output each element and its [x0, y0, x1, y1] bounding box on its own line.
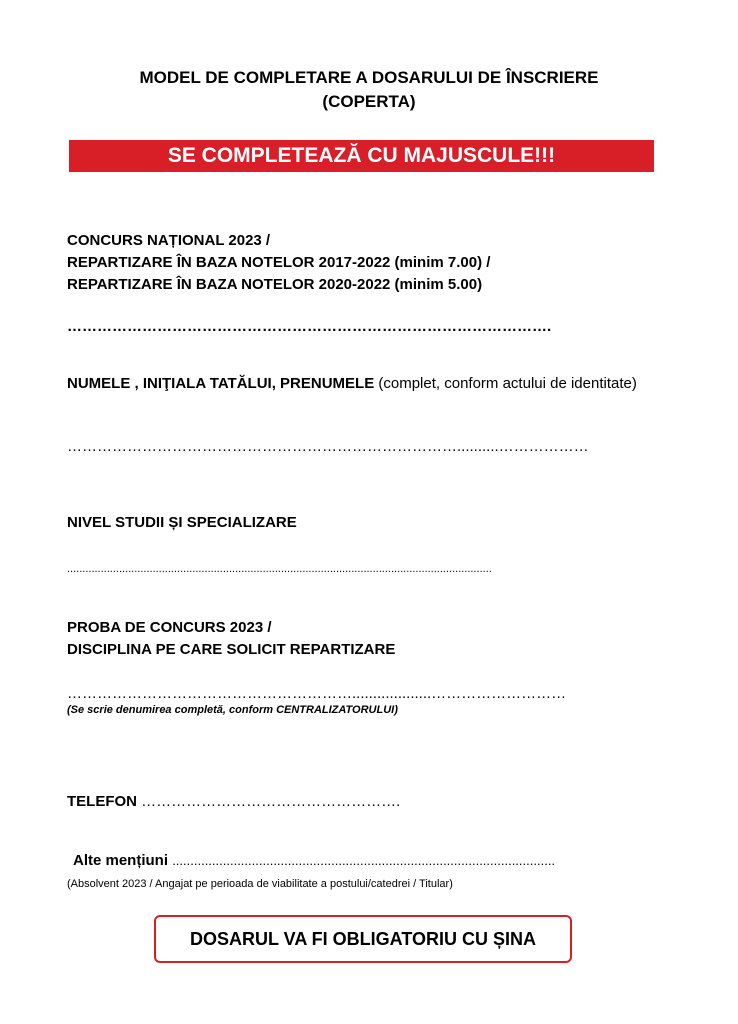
- telefon-row: [67, 791, 400, 813]
- nume-fill-line: ……………………………………………………………………..........………………: [67, 438, 589, 455]
- sina-notice-box: DOSARUL VA FI OBLIGATORIU CU ȘINA: [154, 915, 572, 963]
- page-title-line2: (COPERTA): [322, 92, 416, 111]
- alte-row: [73, 850, 653, 872]
- proba-line2: DISCIPLINA PE CARE SOLICIT REPARTIZARE: [67, 641, 396, 658]
- telefon-fill-line: …………………………………………….: [141, 793, 401, 810]
- concurs-line2: REPARTIZARE ÎN BAZA NOTELOR 2017-2022 (minim 7.00) /: [67, 254, 491, 271]
- concurs-fill-line: …………………………………………………………………………………….: [67, 318, 552, 335]
- nume-label: [67, 373, 667, 395]
- telefon-label: TELEFON: [67, 793, 137, 810]
- concurs-line3: REPARTIZARE ÎN BAZA NOTELOR 2020-2022 (minim 5.00): [67, 276, 483, 293]
- alte-fill-line: ..........................................................................................................: [172, 853, 556, 868]
- alte-label: Alte mențiuni: [73, 852, 169, 869]
- alte-note: (Absolvent 2023 / Angajat pe perioada de viabilitate a postului/catedrei / Titular): [67, 878, 453, 890]
- uppercase-banner: SE COMPLETEAZĂ CU MAJUSCULE!!!: [69, 140, 654, 172]
- page-title-line1: MODEL DE COMPLETARE A DOSARULUI DE ÎNSCRIERE: [139, 68, 599, 87]
- proba-line1: PROBA DE CONCURS 2023 /: [67, 619, 272, 636]
- nume-label-bold: NUMELE , INIŢIALA TATĂLUI, PRENUMELE: [67, 375, 375, 392]
- concurs-line1: CONCURS NAȚIONAL 2023 /: [67, 232, 271, 249]
- studii-label: NIVEL STUDII ȘI SPECIALIZARE: [67, 514, 297, 531]
- nume-label-normal: (complet, conform actului de identitate): [374, 375, 637, 392]
- proba-note: (Se scrie denumirea completă, conform CENTRALIZATORULUI): [67, 704, 398, 716]
- proba-fill-line: …………………………………………………...................………………………: [67, 685, 567, 702]
- studii-fill-line: ...........................................................................................................................................: [67, 563, 492, 575]
